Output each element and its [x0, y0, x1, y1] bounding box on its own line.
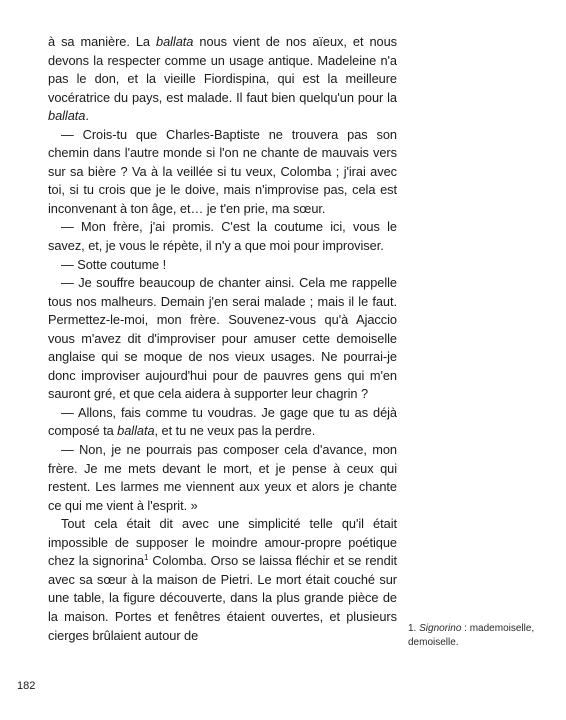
italic-term: ballata — [117, 423, 155, 439]
footnote-term: Signorino — [419, 623, 462, 634]
paragraph: — Non, je ne pourrais pas composer cela d'avance, mon frère. Je me mets devant le mort, et je pense à ceux qui restent. Les larmes me viennent aux yeux et alors je chante ce qui me vient à l'esprit. » — [48, 442, 397, 513]
page-number: 182 — [17, 680, 36, 692]
text-run: — Allons, fais comme tu voudras. Je gage que tu as déjà composé ta — [48, 404, 397, 439]
italic-term: ballata — [48, 108, 86, 124]
footnote — [408, 622, 553, 650]
text-run: , et tu ne veux pas la perdre. — [154, 423, 316, 439]
footnote-number: 1. — [408, 623, 417, 634]
text-run: Colomba. Orso se laissa fléchir et se rendit avec sa sœur à la maison de Pietri. Le mort était couché sur une table, la figure découverte, dans la plus grande pièce de la maison. Portes et fenêtres étaient ouvertes, et plusieurs cierges brûlaient autour de — [48, 553, 397, 643]
paragraph: — Je souffre beaucoup de chanter ainsi. Cela me rappelle tous nos malheurs. Demain j'en serai malade ; mais il le faut. Permettez-le-moi, mon frère. Souvenez-vous qu'à Ajaccio vous m'avez dit d'improviser pour amuser cette demoiselle anglaise qui se moque de nos vieux usages. Ne pourrai-je donc improviser aujourd'hui pour de pauvres gens qui m'en sauront gré, et que cela aidera à supporter leur chagrin ? — [48, 275, 397, 402]
footnote-reference: 1 — [144, 553, 149, 563]
paragraph — [48, 404, 397, 441]
italic-term: ballata — [156, 34, 194, 49]
text-run: . — [85, 108, 89, 124]
text-run: nous vient de nos aïeux, et nous devons la respecter comme un usage antique. Madeleine n'a pas le don, et la vieille Fiordispina, qui est la meilleure vocératrice du pays, est malade. Il faut bien quelqu'un pour la — [48, 34, 397, 105]
main-text — [48, 33, 397, 645]
paragraph: — Mon frère, j'ai promis. C'est la coutume ici, vous le savez, et, je vous le répète, il n'y a que moi pour improviser. — [48, 219, 397, 254]
paragraph: — Crois-tu que Charles-Baptiste ne trouvera pas son chemin dans l'autre monde si l'on ne chante de mauvais vers sur sa bière ? Va à la veillée si tu veux, Colomba ; j'irai avec toi, si tu crois que je le doive, mais n'improvise pas, cela est inconvenant à ton âge, et… je t'en prie, ma sœur. — [48, 126, 397, 216]
footnote-definition: : mademoiselle, demoiselle. — [408, 623, 535, 648]
text-run: Tout cela était dit avec une simplicité telle qu'il était impossible de supposer le moindre amour-propre poétique chez la signorina — [48, 516, 397, 569]
text-run: à sa manière. La — [48, 34, 156, 49]
paragraph — [48, 33, 397, 126]
paragraph — [48, 515, 397, 645]
paragraph: — Sotte coutume ! — [61, 256, 167, 272]
